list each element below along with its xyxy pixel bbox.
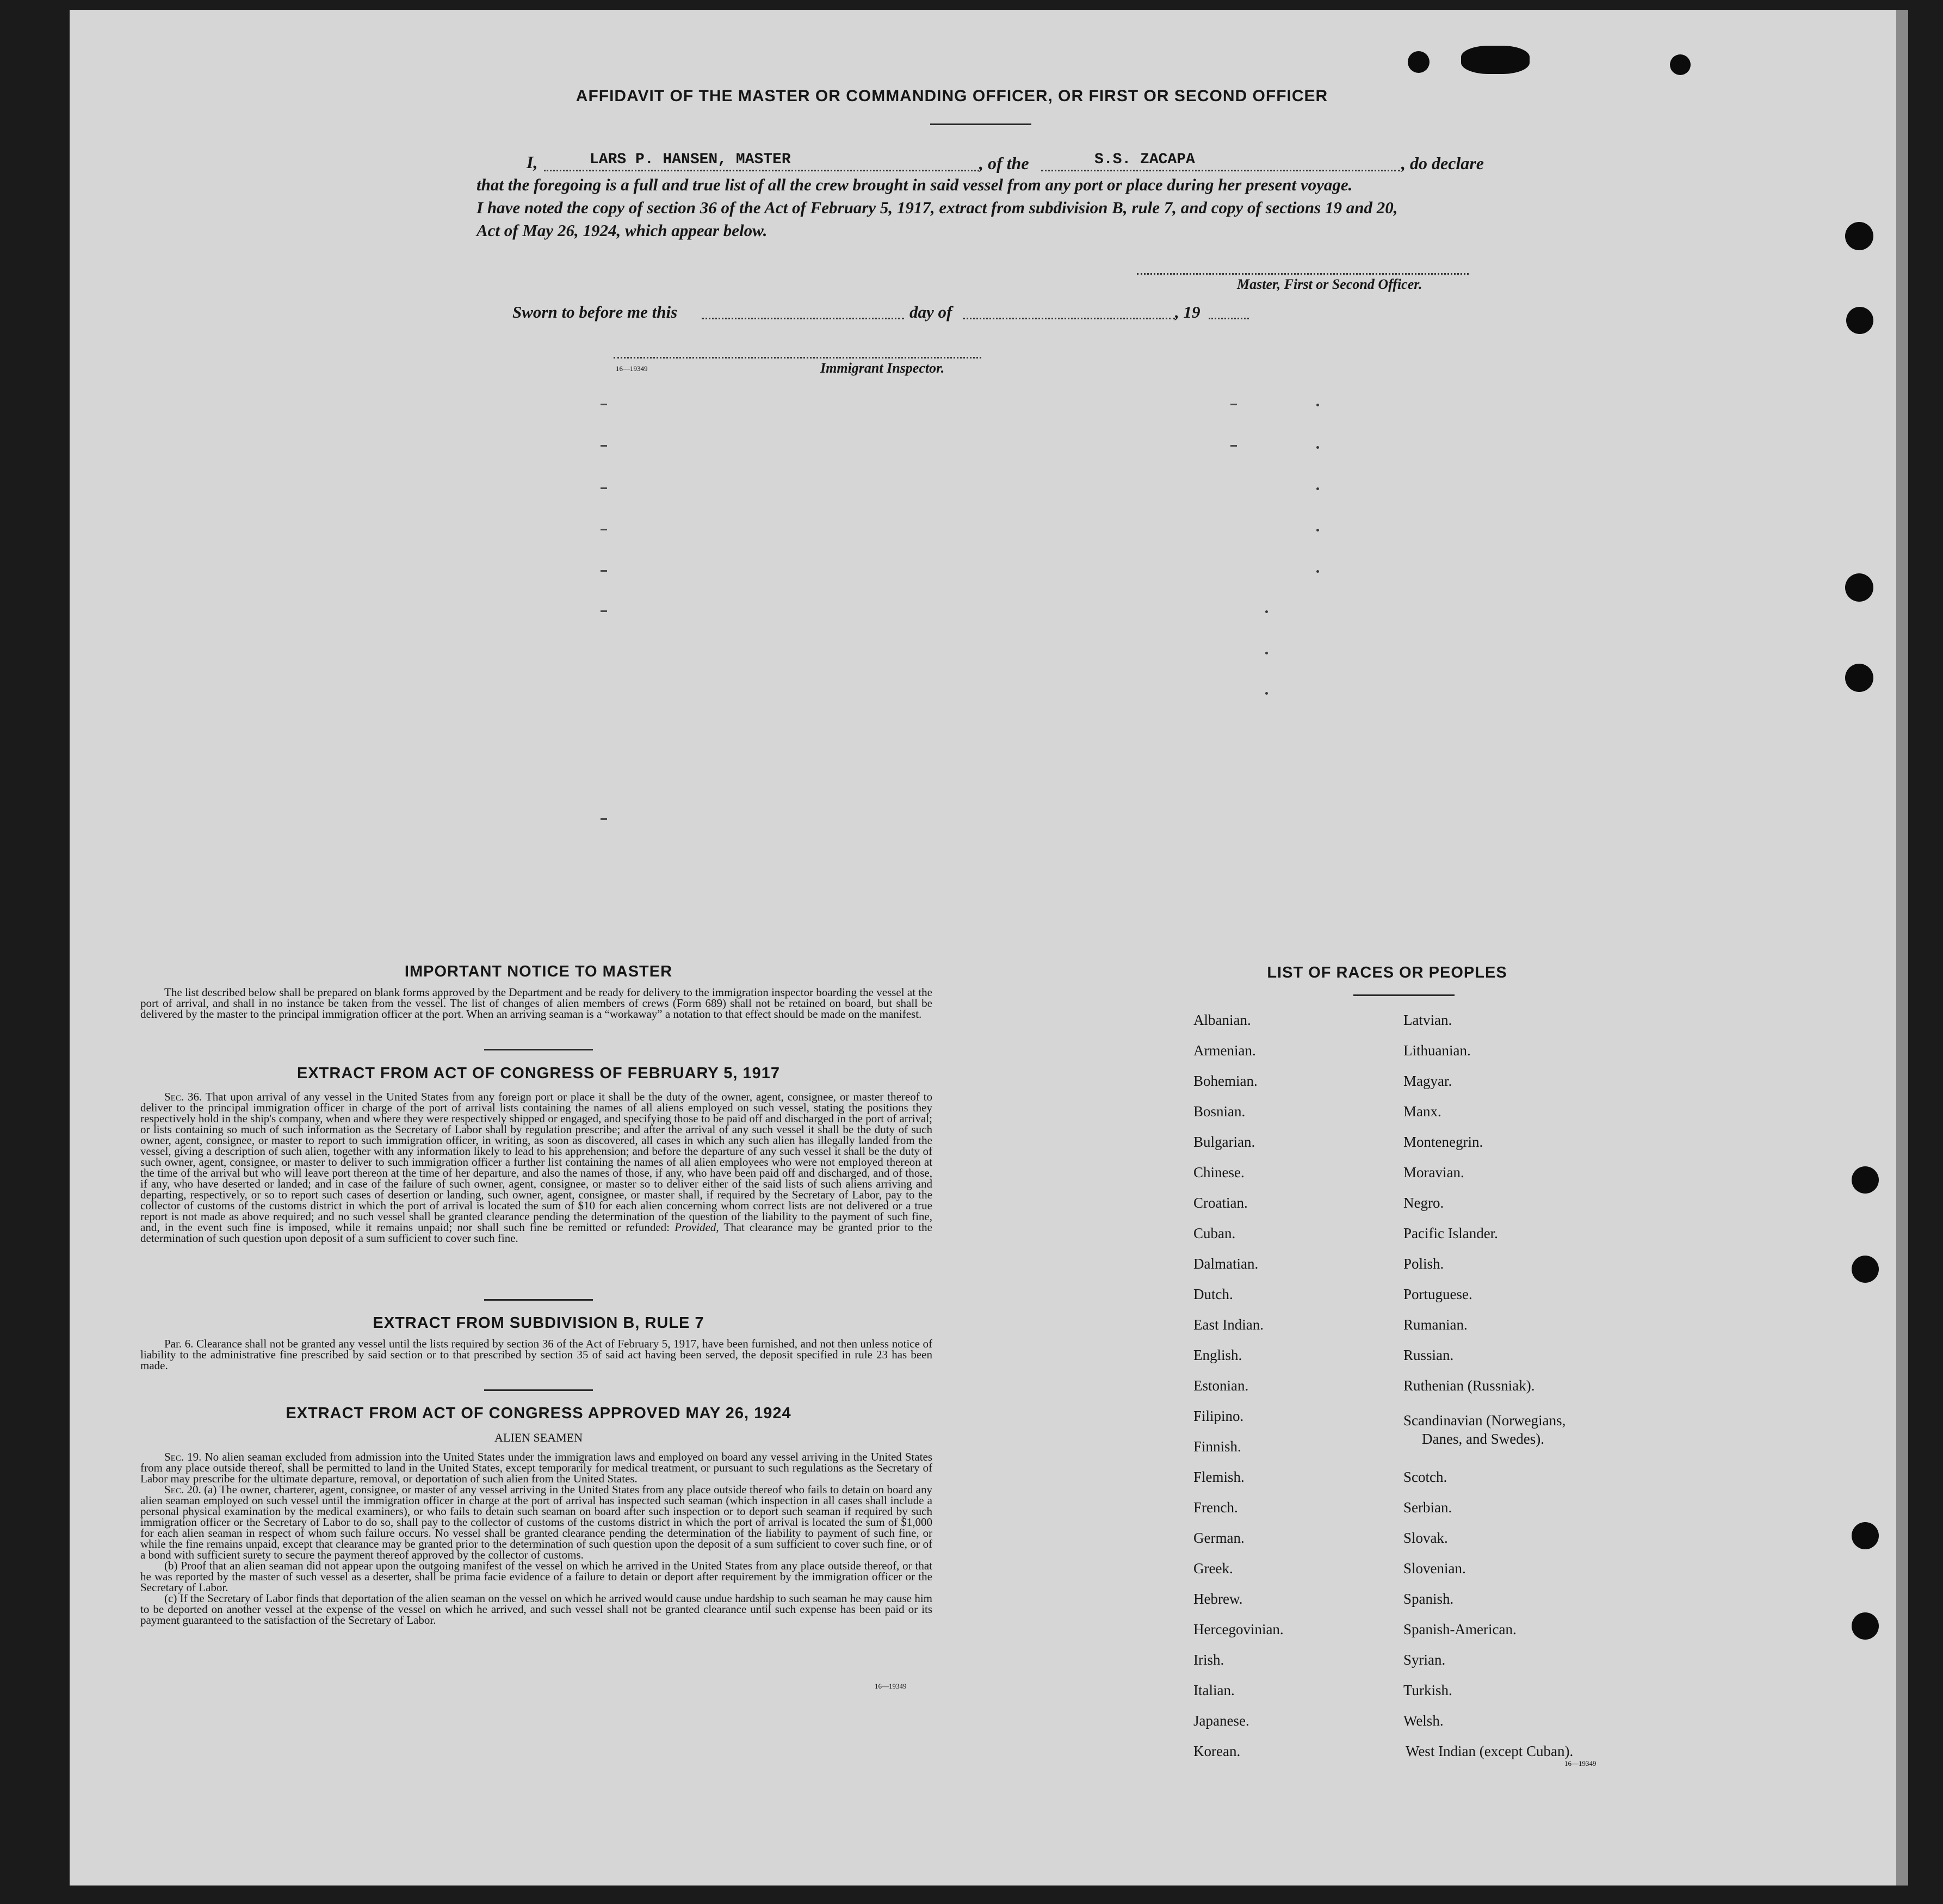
race-item: Slovak. <box>1403 1530 1448 1546</box>
race-item: Albanian. <box>1193 1012 1251 1028</box>
race-item: Pacific Islander. <box>1403 1225 1498 1241</box>
race-item: East Indian. <box>1193 1316 1264 1333</box>
race-item: Japanese. <box>1193 1713 1249 1729</box>
race-item: Scotch. <box>1403 1469 1447 1485</box>
race-item: Welsh. <box>1403 1713 1444 1729</box>
margin-mark <box>601 570 607 572</box>
race-item: Bohemian. <box>1193 1073 1258 1089</box>
race-item: Irish. <box>1193 1652 1224 1668</box>
day-of-label: day of <box>909 302 952 322</box>
extract-1924-title: EXTRACT FROM ACT OF CONGRESS APPROVED MAY 26, 1924 <box>286 1405 791 1422</box>
race-item: English. <box>1193 1347 1242 1363</box>
signature-caption: Master, First or Second Officer. <box>1237 276 1422 292</box>
divider <box>930 123 1031 125</box>
punch-hole <box>1852 1612 1879 1640</box>
race-item: Cuban. <box>1193 1225 1236 1241</box>
race-item: French. <box>1193 1499 1238 1516</box>
race-item: Italian. <box>1193 1682 1235 1698</box>
extract-rule7-title: EXTRACT FROM SUBDIVISION B, RULE 7 <box>373 1314 704 1332</box>
provided-label: Provided, <box>675 1221 719 1234</box>
race-item: Manx. <box>1403 1103 1441 1120</box>
do-declare-label: , do declare <box>1401 153 1484 173</box>
sworn-label: Sworn to before me this <box>512 302 678 322</box>
margin-mark <box>601 818 607 820</box>
punch-hole <box>1846 307 1873 334</box>
race-item: Ruthenian (Russniak). <box>1403 1377 1535 1394</box>
sworn-day-line <box>702 318 904 319</box>
races-title: LIST OF RACES OR PEOPLES <box>1267 964 1507 981</box>
punch-hole <box>1852 1256 1879 1283</box>
race-item: Croatian. <box>1193 1195 1248 1211</box>
race-item: West Indian (except Cuban). <box>1406 1743 1574 1759</box>
extract-rule7-text <box>140 1338 932 1371</box>
race-item: Latvian. <box>1403 1012 1452 1028</box>
sec-36-body: That upon arrival of any vessel in the United States from any foreign port or place it shall be the duty of the owner, agent, consignee, or master thereof to deliver to the principal immigration officer in charge of the port of arrival lists containing the names of all aliens employed on such vessel, stating the positions they respectively hold in the ship's company, when and where they were respectively shipped or engaged, and specifying those to be paid off and discharged in the port of arrival; or lists containing so much of such information as the Secretary of Labor shall by regulation prescribe; and after the arrival of any such vessel it shall be the duty of such owner, agent, consignee, or master to report to such immigration officer, in writing, as soon as discovered, all cases in which any such alien has illegally landed from the vessel, giving a description of such alien, together with any information likely to lead to his apprehension; and before the departure of any such vessel it shall be the duty of such owner, agent, consignee, or master to deliver to such immigration officer a further list containing the names of all alien employees who were not employed thereon at the time of the arrival but who will leave port thereon at the time of her departure, and also the names of those, if any, who have been paid off and discharged, and of those, if any, who have deserted or landed; and in case of the failure of such owner, agent, consignee, or master so to deliver either of the said lists of such aliens arriving and departing, respectively, or so to report such cases of desertion or landing, such owner, agent, consignee, or master shall, if required by the Secretary of Labor, pay to the collector of customs of the customs district in which the port of arrival is located the sum of $10 for each alien concerning whom correct lists are not delivered or a true report is not made as above required; and no such vessel shall be granted clearance pending the determination of the question of the liability to the payment of such fine, and, in the event such fine is imposed, while it remains unpaid; nor shall such fine be remitted or refunded: <box>140 1090 933 1234</box>
margin-mark <box>1265 610 1268 613</box>
race-item: Moravian. <box>1403 1164 1464 1180</box>
race-item: German. <box>1193 1530 1245 1546</box>
race-item: Chinese. <box>1193 1164 1245 1180</box>
race-item: Flemish. <box>1193 1469 1245 1485</box>
rule7-body: Par. 6. Clearance shall not be granted any vessel until the lists required by section 36 of the Act of February 5, 1917, have been furnished, and not then unless notice of liability to the administrative fine prescribed by said section or to that prescribed by section 35 of said act having been served, the deposit specified in rule 23 has been made. <box>140 1337 932 1372</box>
master-name-line <box>544 170 979 171</box>
race-item: Rumanian. <box>1403 1316 1468 1333</box>
race-item: Russian. <box>1403 1347 1454 1363</box>
extract-form-number: 16—19349 <box>875 1682 907 1690</box>
notice-body: The list described below shall be prepared on blank forms approved by the Department and be ready for delivery to the immigration inspector boarding the vessel at the port of arrival, and shall in no instance be taken from the vessel. The list of changes of alien members of crews (Form 689) shall not be retained on board, but shall be delivered by the master to the principal immigration officer at the port. When an arriving seaman is a “workaway” a notation to that effect should be made on the manifest. <box>140 986 932 1021</box>
sec-20a-body: (a) The owner, charterer, agent, consignee, or master of any vessel arriving in the United States from any place outside thereof who fails to detain on board any alien seaman employed on such vessel until the immigration officer in charge at the port of arrival has inspected such seaman (which inspection in all cases shall include a personal physical examination by the medical examiners), or who fails to detain such seaman on board after such inspection or to deport such seaman if required by such immigration officer or the Secretary of Labor to do so, shall pay to the collector of customs of the customs district in which the port of arrival is located the sum of $1,000 for each alien seaman in respect of whom such failure occurs. No vessel shall be granted clearance pending the determination of the liability to payment of such fine, or while the fine remains unpaid, except that clearance may be granted prior to the determination of such question upon the deposit of a sum sufficient to cover such fine, or of a bond with sufficient surety to secure the payment thereof approved by the collector of customs. <box>140 1483 933 1561</box>
margin-mark <box>601 445 607 447</box>
alien-seamen-subtitle: ALIEN SEAMEN <box>494 1431 583 1444</box>
punch-hole <box>1845 664 1873 692</box>
race-item: Turkish. <box>1403 1682 1452 1698</box>
affidavit-body-line-1: that the foregoing is a full and true list of all the crew brought in said vessel from any port or place during her present voyage. <box>477 175 1353 194</box>
sec-20-label: Sec. 20. <box>164 1483 201 1496</box>
margin-mark <box>601 404 607 405</box>
sworn-year-line <box>1209 318 1249 319</box>
race-item: Bulgarian. <box>1193 1134 1255 1150</box>
race-item: Spanish. <box>1403 1591 1454 1607</box>
race-item: Portuguese. <box>1403 1286 1472 1302</box>
sec-20b-body: (b) Proof that an alien seaman did not appear upon the outgoing manifest of the vessel on which he arrived in the United States from any place outside thereof, or that he was reported by the master of such vessel as a deserter, shall be prima facie evidence of a failure to detain or deport after requirement by the immigration officer or the Secretary of Labor. <box>140 1559 932 1594</box>
race-item-continuation: Danes, and Swedes). <box>1422 1431 1544 1447</box>
margin-mark <box>1316 446 1319 449</box>
sec-19-body: No alien seaman excluded from admission into the United States under the immigration laws and employed on board any vessel arriving in the United States from any place outside thereof, shall be permitted to land in the United States, except temporarily for medical treatment, or pursuant to such regulations as the Secretary of Labor may prescribe for the ultimate departure, removal, or deportation of such alien from the United States. <box>140 1450 932 1485</box>
margin-mark <box>601 610 607 612</box>
race-item: Armenian. <box>1193 1042 1256 1059</box>
punch-hole <box>1845 573 1873 602</box>
margin-mark <box>1316 529 1319 531</box>
divider <box>484 1389 593 1391</box>
punch-hole <box>1852 1522 1879 1549</box>
race-item: Syrian. <box>1403 1652 1446 1668</box>
punch-hole <box>1845 222 1873 250</box>
notice-text <box>140 987 932 1019</box>
race-item: Bosnian. <box>1193 1103 1246 1120</box>
notice-title: IMPORTANT NOTICE TO MASTER <box>404 963 673 980</box>
signature-line <box>1137 273 1469 275</box>
sec-20c-body: (c) If the Secretary of Labor finds that deportation of the alien seaman on the vessel on which he arrived would cause undue hardship to such seaman he may cause him to be deported on another vessel at the expense of the vessel on which he arrived, and such vessel shall not be granted clearance until such expense has been paid or its payment guaranteed to the satisfaction of the Secretary of Labor. <box>140 1592 932 1627</box>
race-item: Hercegovinian. <box>1193 1621 1284 1637</box>
vessel-name-line <box>1041 170 1400 171</box>
race-item: Slovenian. <box>1403 1560 1466 1577</box>
margin-mark <box>1230 404 1237 405</box>
punch-hole <box>1670 54 1691 75</box>
extract-1924-text <box>140 1451 932 1625</box>
sec-19-label: Sec. 19. <box>164 1450 202 1463</box>
margin-mark <box>1265 652 1268 654</box>
affidavit-i-label: I, <box>527 152 538 172</box>
year-prefix: , 19 <box>1175 302 1201 322</box>
race-item: Finnish. <box>1193 1438 1241 1455</box>
divider <box>484 1049 593 1050</box>
margin-mark <box>1316 570 1319 573</box>
race-item: Polish. <box>1403 1256 1444 1272</box>
affidavit-title: AFFIDAVIT OF THE MASTER OR COMMANDING OFFICER, OR FIRST OR SECOND OFFICER <box>576 87 1328 105</box>
margin-mark <box>1316 487 1319 490</box>
race-item: Serbian. <box>1403 1499 1452 1516</box>
page-edge <box>1896 10 1908 1886</box>
margin-mark <box>1230 445 1237 447</box>
sworn-month-line <box>963 318 1175 319</box>
inspector-signature-line <box>614 357 981 358</box>
master-name-value: LARS P. HANSEN, MASTER <box>590 151 791 168</box>
race-item: Magyar. <box>1403 1073 1452 1089</box>
punch-hole <box>1852 1166 1879 1194</box>
inspector-caption: Immigrant Inspector. <box>820 360 945 376</box>
race-item: Estonian. <box>1193 1377 1249 1394</box>
extract-1917-text <box>140 1091 932 1244</box>
sec-36-end: That clearance may be granted prior to the determination of such question upon deposit of a sum sufficient to cover such fine. <box>140 1221 933 1245</box>
affidavit-body-line-2: I have noted the copy of section 36 of the Act of February 5, 1917, extract from subdivision B, rule 7, and copy of sections 19 and 20, <box>477 198 1398 217</box>
race-item: Spanish-American. <box>1403 1621 1517 1637</box>
race-item: Dutch. <box>1193 1286 1233 1302</box>
race-item: Scandinavian (Norwegians, <box>1403 1412 1566 1429</box>
margin-mark <box>601 529 607 530</box>
punch-hole <box>1461 46 1530 74</box>
race-item: Negro. <box>1403 1195 1444 1211</box>
divider <box>484 1299 593 1301</box>
vessel-name-value: S.S. ZACAPA <box>1094 151 1195 168</box>
of-the-label: , of the <box>979 153 1029 173</box>
races-form-number: 16—19349 <box>1564 1759 1597 1767</box>
affidavit-form-number: 16—19349 <box>616 364 648 373</box>
divider <box>1353 994 1455 996</box>
race-item: Hebrew. <box>1193 1591 1243 1607</box>
race-item: Greek. <box>1193 1560 1233 1577</box>
race-item: Lithuanian. <box>1403 1042 1471 1059</box>
race-item: Filipino. <box>1193 1408 1244 1424</box>
race-item: Montenegrin. <box>1403 1134 1483 1150</box>
affidavit-body-line-3: Act of May 26, 1924, which appear below. <box>477 221 768 240</box>
margin-mark <box>1265 692 1268 695</box>
extract-1917-title: EXTRACT FROM ACT OF CONGRESS OF FEBRUARY 5, 1917 <box>296 1065 781 1082</box>
margin-mark <box>601 487 607 489</box>
punch-hole <box>1408 51 1430 73</box>
margin-mark <box>1316 404 1319 406</box>
race-item: Dalmatian. <box>1193 1256 1259 1272</box>
race-item: Korean. <box>1193 1743 1241 1759</box>
sec-36-label: Sec. 36. <box>164 1090 202 1103</box>
